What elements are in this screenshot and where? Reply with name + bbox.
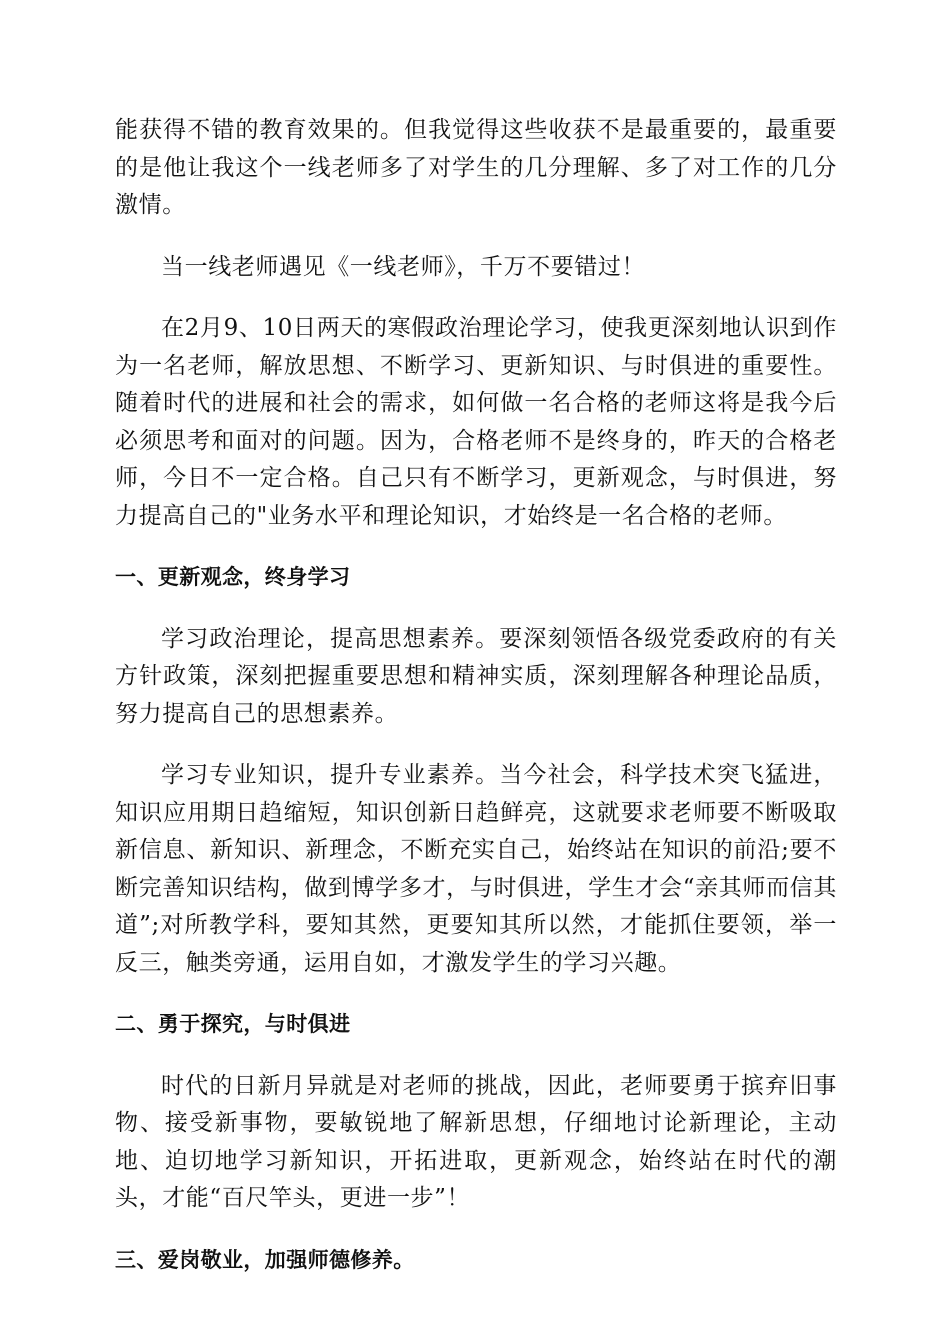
section-heading-2: 二、勇于探究，与时俱进 — [115, 1012, 351, 1036]
section-heading-1: 一、更新观念，终身学习 — [115, 565, 351, 589]
paragraph-recommendation: 当一线老师遇见《一线老师》，千万不要错过！ — [161, 253, 646, 280]
paragraph-continuation: 能获得不错的教育效果的。但我觉得这些收获不是最重要的，最重要的是他让我这个一线老师多了对学生的几分理解、多了对工作的几分激情。 — [115, 117, 837, 218]
paragraph-explore: 时代的日新月异就是对老师的挑战，因此，老师要勇于摈弃旧事物、接受新事物，要敏锐地了解新思想，仔细地讨论新理论，主动地、迫切地学习新知识，开拓进取，更新观念，始终站在时代的潮头，才能“百尺竿头，更进一步”！ — [115, 1072, 837, 1211]
document-page — [115, 112, 837, 1303]
paragraph-political-theory: 学习政治理论，提高思想素养。要深刻领悟各级党委政府的有关方针政策，深刻把握重要思想和精神实质，深刻理解各种理论品质，努力提高自己的思想素养。 — [115, 625, 837, 727]
paragraph-study-intro: 在2月9、10日两天的寒假政治理论学习，使我更深刻地认识到作为一名老师，解放思想、不断学习、更新知识、与时俱进的重要性。随着时代的进展和社会的需求，如何做一名合格的老师这将是我今后必须思考和面对的问题。因为，合格老师不是终身的，昨天的合格老师，今日不一定合格。自己只有不断学习，更新观念，与时俱进，努力提高自己的"业务水平和理论知识，才始终是一名合格的老师。 — [115, 315, 837, 529]
section-heading-3: 三、爱岗敬业，加强师德修养。 — [115, 1247, 415, 1272]
paragraph-professional-knowledge: 学习专业知识，提升专业素养。当今社会，科学技术突飞猛进，知识应用期日趋缩短，知识创新日趋鲜亮，这就要求老师要不断吸取新信息、新知识、新理念，不断充实自己，始终站在知识的前沿;要不断完善知识结构，做到博学多才，与时俱进，学生才会“亲其师而信其道”;对所教学科，要知其然，更要知其所以然，才能抓住要领，举一反三，触类旁通，运用自如，才激发学生的学习兴趣。 — [115, 762, 837, 976]
